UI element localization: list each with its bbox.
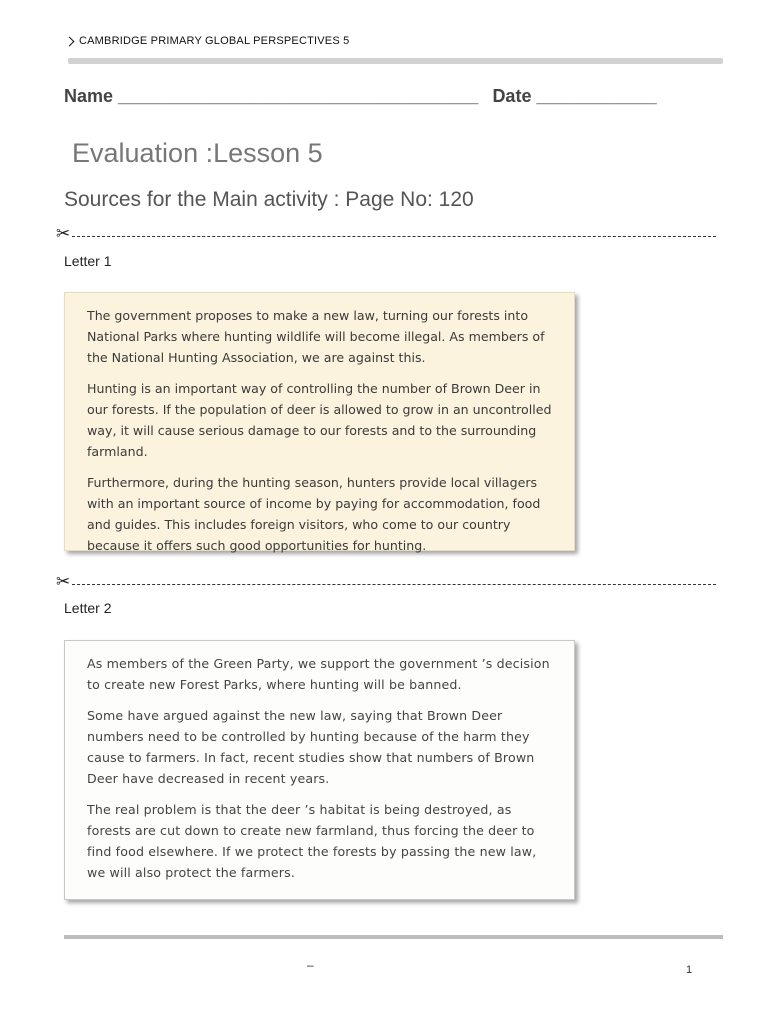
letter2-label: Letter 2 [64, 600, 112, 616]
chevron-right-icon [65, 36, 75, 46]
page-number: 1 [686, 964, 693, 976]
letter2-paragraph: As members of the Green Party, we support the government ’s decision to create new Forest Parks, where hunting will be banned. [87, 656, 550, 692]
page-title: Evaluation :Lesson 5 [72, 138, 323, 168]
name-date-line [64, 86, 657, 107]
letter2-paragraph: Some have argued against the new law, saying that Brown Deer numbers need to be controlled by hunting because of the harm they cause to farmers. In fact, recent studies show that numbers of Brown Deer have decreased in recent years. [87, 708, 535, 786]
letter1-paragraph: The government proposes to make a new law, turning our forests into National Parks where hunting wildlife will become illegal. As members of the National Hunting Association, we are against this. [87, 308, 545, 365]
dashed-line [72, 236, 716, 237]
footer-dash: – [307, 958, 314, 972]
cut-line [56, 224, 716, 244]
date-field[interactable]: ____________ [536, 86, 657, 106]
scissors-icon: ✂ [56, 572, 71, 591]
letter1-label: Letter 1 [64, 253, 112, 269]
name-label: Name [64, 86, 114, 106]
letter1-card [64, 292, 575, 551]
date-label: Date [492, 86, 532, 106]
header-rule [68, 58, 723, 64]
scissors-icon: ✂ [56, 224, 71, 243]
course-title: CAMBRIDGE PRIMARY GLOBAL PERSPECTIVES 5 [79, 35, 350, 47]
letter1-paragraph: Hunting is an important way of controlling the number of Brown Deer in our forests. If the population of deer is allowed to grow in an uncontrolled way, it will cause serious damage to our forests and to the surrounding farmland. [87, 381, 552, 459]
footer-rule [64, 935, 723, 939]
page-header [66, 35, 349, 47]
cut-line [56, 572, 716, 592]
letter2-card [64, 640, 575, 900]
dashed-line [72, 584, 716, 585]
name-field[interactable]: ____________________________________ [118, 86, 479, 106]
page-subtitle: Sources for the Main activity : Page No: 120 [64, 188, 474, 211]
letter1-paragraph: Furthermore, during the hunting season, hunters provide local villagers with an important source of income by paying for accommodation, food and guides. This includes foreign visitors, who come to our country because it offers such good opportunities for hunting. [87, 475, 541, 553]
letter2-paragraph: The real problem is that the deer ’s habitat is being destroyed, as forests are cut down to create new farmland, thus forcing the deer to find food elsewhere. If we protect the forests by passing the new law, we will also protect the farmers. [87, 802, 537, 880]
